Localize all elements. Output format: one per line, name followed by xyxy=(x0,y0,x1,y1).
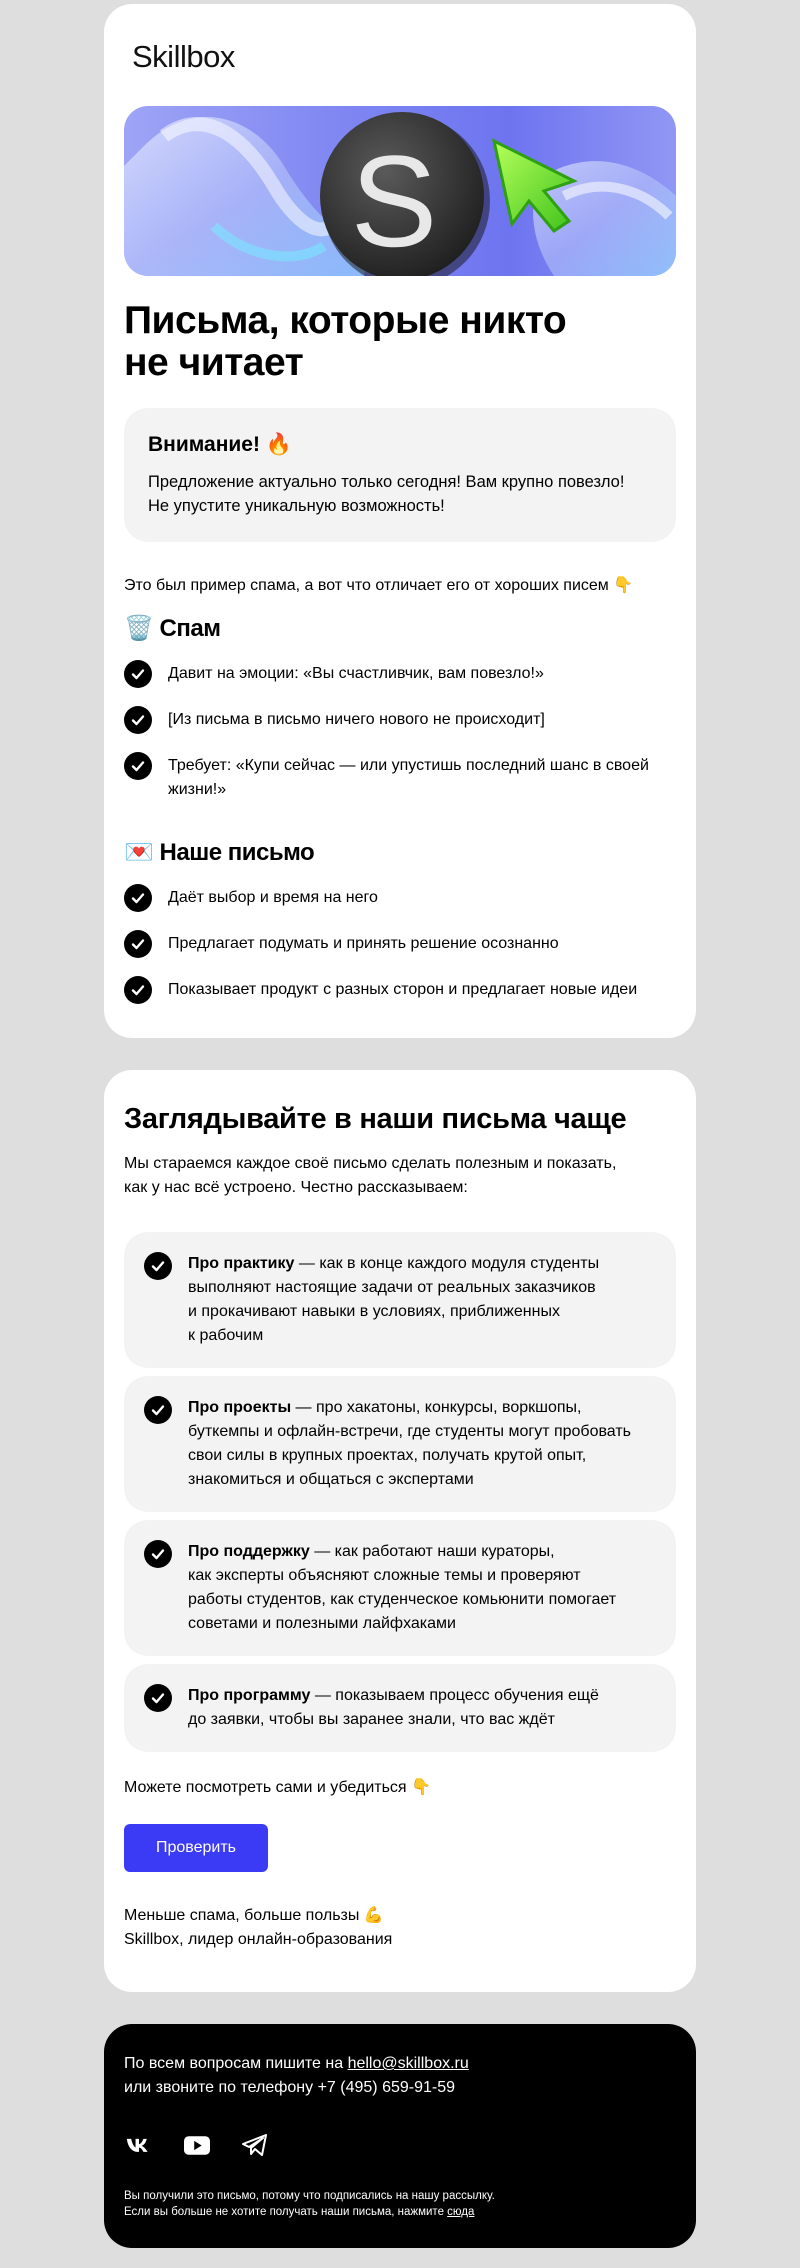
hero-illustration xyxy=(124,106,676,276)
social-links xyxy=(124,2130,676,2160)
hero-banner xyxy=(124,106,676,276)
footer-contacts xyxy=(124,2052,676,2100)
feature-card xyxy=(124,1664,676,1752)
page-title: Письма, которые никто не читает xyxy=(124,299,567,384)
unsubscribe-link[interactable]: сюда xyxy=(447,2206,475,2218)
list-item xyxy=(124,932,676,958)
feature-description: — как работают наши кураторы, как эксперты объясняют сложные темы и проверяют работы студентов, как студенческое комьюнити помогает советами и полезными лайфхаками xyxy=(188,1543,617,1632)
feature-text xyxy=(188,1540,616,1636)
notice-title: Внимание! 🔥 xyxy=(148,433,292,456)
feature-description: — про хакатоны, конкурсы, воркшопы, буткемпы и офлайн-встречи, где студенты могут пробовать свои силы в крупных проектах, получать крутой опыт, знакомиться и общаться с экспертами xyxy=(188,1399,632,1488)
youtube-icon[interactable] xyxy=(182,2130,212,2160)
footer-phone: или звоните по телефону +7 (495) 659-91-59 xyxy=(124,2079,456,2096)
list-item-text: [Из письма в письмо ничего нового не происходит] xyxy=(168,711,545,728)
list-item xyxy=(124,754,676,802)
hero-letter: S xyxy=(350,128,438,274)
intro-text: Это был пример спама, а вот что отличает его от хороших писем 👇 xyxy=(124,577,634,594)
list-item xyxy=(124,886,676,912)
list-item-text: Показывает продукт с разных сторон и предлагает новые идеи xyxy=(168,981,638,998)
footer xyxy=(104,2024,696,2248)
disclaimer-line1: Вы получили это письмо, потому что подписались на нашу рассылку. xyxy=(124,2190,495,2202)
our-letter-section-title: 💌 Наше письмо xyxy=(124,839,315,866)
check-icon xyxy=(144,1252,172,1280)
list-item-text: Предлагает подумать и принять решение осознанно xyxy=(168,935,559,952)
feature-title: Про программу xyxy=(188,1687,311,1704)
see-more-text: Можете посмотреть сами и убедиться 👇 xyxy=(124,1779,431,1796)
feature-description: — как в конце каждого модуля студенты выполняют настоящие задачи от реальных заказчиков и прокачивают навыки в условиях, приближенных к рабочим xyxy=(188,1255,600,1344)
feature-card xyxy=(124,1520,676,1656)
feature-text xyxy=(188,1252,599,1348)
feature-card xyxy=(124,1232,676,1368)
feature-card xyxy=(124,1376,676,1512)
signature: Меньше спама, больше пользы 💪 Skillbox, лидер онлайн-образования xyxy=(124,1907,393,1948)
newsletter-title: Заглядывайте в наши письма чаще xyxy=(124,1103,627,1135)
main-card xyxy=(104,4,696,1038)
feature-text xyxy=(188,1396,631,1492)
disclaimer-line2: Если вы больше не хотите получать наши письма, нажмите xyxy=(124,2206,448,2218)
footer-disclaimer xyxy=(124,2188,676,2220)
list-item xyxy=(124,978,676,1004)
features-list xyxy=(124,1232,676,1752)
check-icon xyxy=(124,706,152,734)
check-icon xyxy=(124,976,152,1004)
newsletter-card xyxy=(104,1070,696,1992)
skillbox-logo[interactable]: Skillbox xyxy=(132,39,235,74)
feature-title: Про проекты xyxy=(188,1399,292,1416)
check-icon xyxy=(124,930,152,958)
list-item-text: Даёт выбор и время на него xyxy=(168,889,378,906)
check-icon xyxy=(124,884,152,912)
feature-description: — показываем процесс обучения ещё до заявки, чтобы вы заранее знали, что вас ждёт xyxy=(188,1687,599,1728)
email-link[interactable]: hello@skillbox.ru xyxy=(347,2055,469,2072)
notice-text: Предложение актуально только сегодня! Вам крупно повезло! Не упустите уникальную возможность! xyxy=(148,473,625,515)
check-icon xyxy=(124,752,152,780)
check-icon xyxy=(144,1684,172,1712)
footer-contact-prefix: По всем вопросам пишите на xyxy=(124,2055,348,2072)
telegram-icon[interactable] xyxy=(240,2130,270,2160)
newsletter-lead: Мы стараемся каждое своё письмо сделать полезным и показать, как у нас всё устроено. Честно рассказываем: xyxy=(124,1155,617,1196)
list-item xyxy=(124,662,676,688)
spam-list xyxy=(124,662,676,802)
list-item-text: Давит на эмоции: «Вы счастливчик, вам повезло!» xyxy=(168,665,544,682)
vk-icon[interactable] xyxy=(124,2130,154,2160)
feature-title: Про поддержку xyxy=(188,1543,310,1560)
feature-text xyxy=(188,1684,599,1732)
spam-section-title: 🗑️ Спам xyxy=(124,615,221,642)
check-icon xyxy=(124,660,152,688)
list-item xyxy=(124,708,676,734)
list-item-text: Требует: «Купи сейчас — или упустишь последний шанс в своей жизни!» xyxy=(168,757,649,798)
feature-title: Про практику xyxy=(188,1255,295,1272)
spam-example-box xyxy=(124,408,676,542)
check-button[interactable]: Проверить xyxy=(124,1824,268,1872)
our-letter-list xyxy=(124,886,676,1004)
check-icon xyxy=(144,1396,172,1424)
check-icon xyxy=(144,1540,172,1568)
